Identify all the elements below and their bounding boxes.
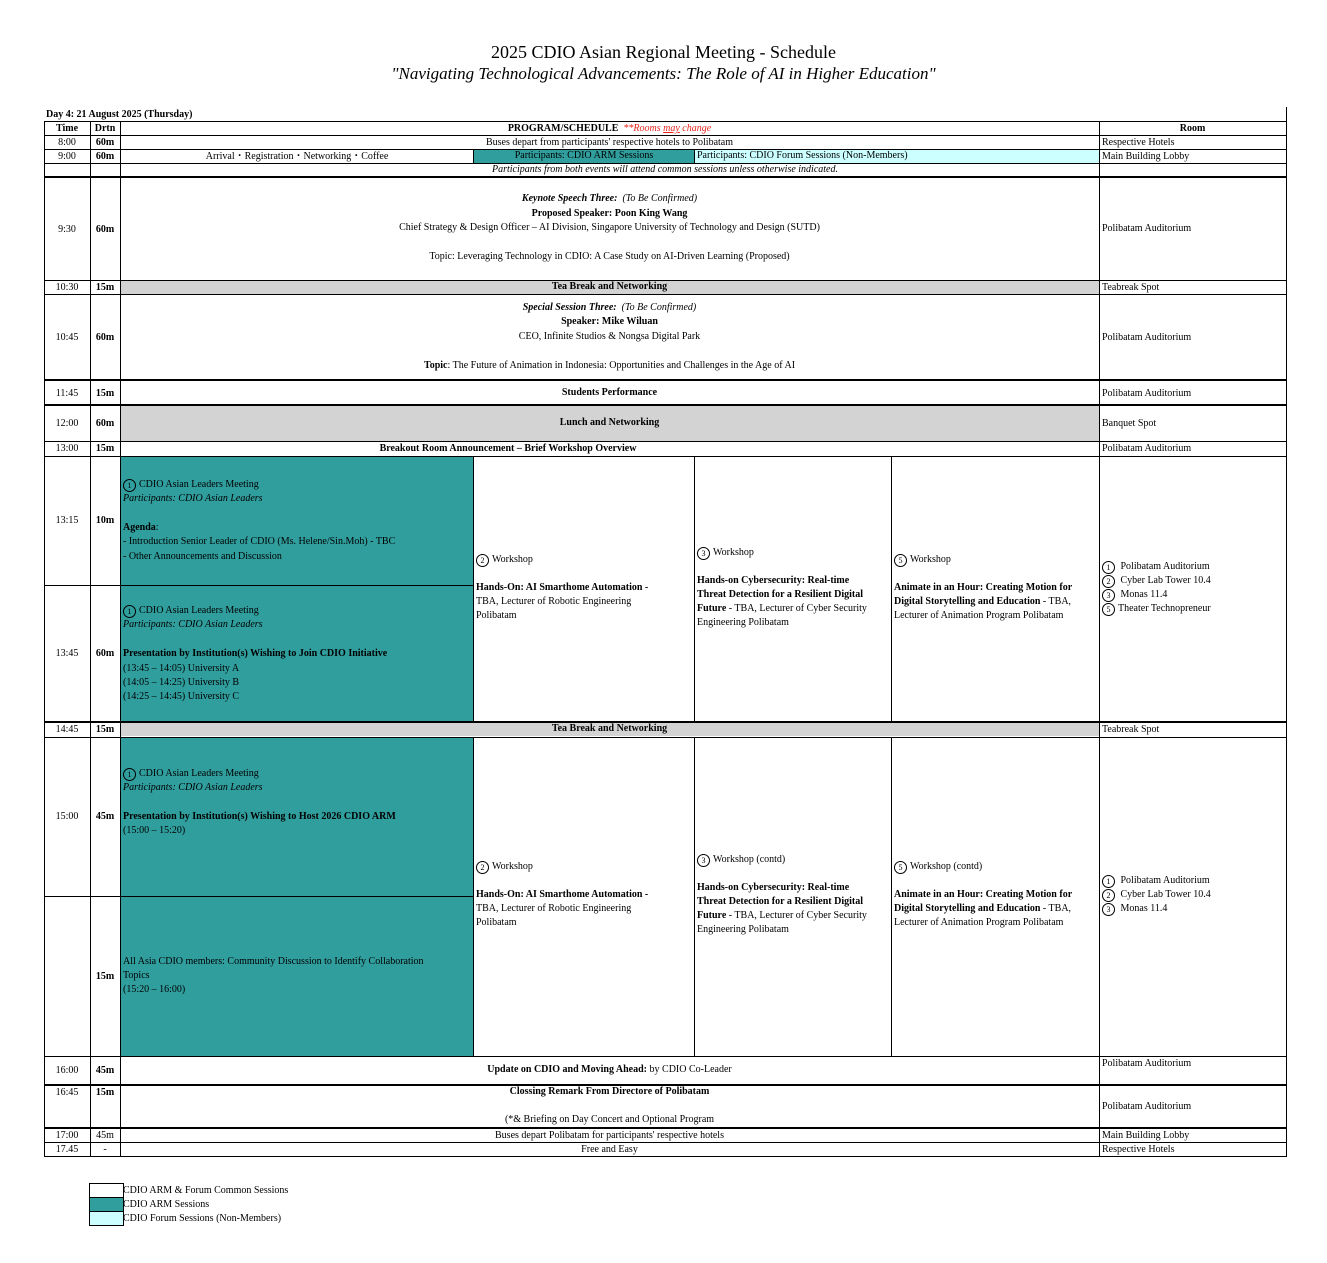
keynote-title: Keynote Speech Three: (To Be Confirmed): [521, 193, 698, 204]
dur-9-00: 60m: [95, 151, 115, 162]
dur-12-00: 60m: [95, 418, 115, 429]
breakout-announcement: Breakout Room Announcement – Brief Workshop Overview: [379, 443, 637, 454]
leaders-meeting-1: 1 CDIO Asian Leaders Meeting: [123, 478, 473, 492]
keynote-topic: Topic: Leveraging Technology in CDIO: A Case Study on AI-Driven Learning (Proposed): [429, 251, 790, 262]
number-2-icon: 2: [476, 861, 489, 874]
join-presentation: Presentation by Institution(s) Wishing to Join CDIO Initiative: [123, 648, 388, 659]
number-2-icon: 2: [476, 554, 489, 567]
room-item: 5 Theater Technopreneur: [1102, 602, 1286, 616]
number-3-icon: 3: [697, 854, 710, 867]
time-15-00: 15:00: [55, 811, 79, 822]
tea-break-1: Tea Break and Networking: [551, 281, 668, 292]
room-item: 1 Polibatam Auditorium: [1102, 560, 1286, 574]
common-sessions-note: Participants from both events will attend common sessions unless otherwise indicated.: [492, 164, 838, 175]
leaders-participants-2: Participants: CDIO Asian Leaders: [123, 619, 263, 630]
slot-university-c: (14:25 – 14:45) University C: [123, 691, 240, 702]
legend-swatch-arm: [89, 1197, 124, 1212]
host-slot: (15:00 – 15:20): [123, 825, 186, 836]
special-session-speaker: Speaker: Mike Wiluan: [561, 316, 658, 327]
keynote-speaker-role: Chief Strategy & Design Officer – AI Division, Singapore University of Technology and Design (SUTD): [399, 222, 820, 233]
number-1-icon: 1: [123, 479, 136, 492]
schedule-subtitle: "Navigating Technological Advancements: The Role of AI in Higher Education": [391, 64, 936, 83]
room-9-30: Polibatam Auditorium: [1102, 223, 1192, 234]
col-header-duration: Drtn: [94, 123, 116, 134]
room-12-00: Banquet Spot: [1102, 418, 1157, 429]
students-performance: Students Performance: [561, 387, 658, 398]
col-header-program: PROGRAM/SCHEDULE **Rooms may change: [507, 123, 712, 134]
room-item: 2 Cyber Lab Tower 10.4: [1102, 888, 1286, 902]
workshop-5-b: 5 Workshop (contd) Animate in an Hour: Creating Motion for Digital Storytelling and Education - TBA, Lecturer of Animation Program Polibatam: [894, 861, 1073, 928]
number-2-icon: 2: [1102, 575, 1115, 588]
number-3-icon: 3: [1102, 589, 1115, 602]
number-1-icon: 1: [1102, 561, 1115, 574]
update-cdio: Update on CDIO and Moving Ahead: by CDIO Co-Leader: [487, 1064, 732, 1075]
dur-17-00: 45m: [96, 1130, 114, 1141]
special-session-role: CEO, Infinite Studios & Nongsa Digital Park: [518, 331, 701, 342]
dur-10-45: 60m: [95, 332, 115, 343]
time-10-45: 10:45: [55, 332, 79, 343]
number-2-icon: 2: [1102, 889, 1115, 902]
dur-16-00: 45m: [95, 1065, 115, 1076]
workshop-3-a: 3 Workshop Hands-on Cybersecurity: Real-time Threat Detection for a Resilient Digital Future - TBA, Lecturer of Cyber Security Engineering Polibatam: [697, 547, 867, 628]
free-and-easy: Free and Easy: [581, 1144, 638, 1155]
room-16-00: Polibatam Auditorium: [1102, 1058, 1192, 1069]
arrival-registration: Arrival・Registration・Networking・Coffee: [205, 151, 389, 162]
legend-swatch-forum: [89, 1211, 124, 1226]
room-item: 2 Cyber Lab Tower 10.4: [1102, 574, 1286, 588]
number-5-icon: 5: [894, 554, 907, 567]
tea-break-2: Tea Break and Networking: [551, 723, 668, 734]
dur-16-45: 15m: [95, 1087, 115, 1098]
keynote-speaker: Proposed Speaker: Poon King Wang: [531, 208, 688, 219]
number-5-icon: 5: [894, 861, 907, 874]
room-9-00: Main Building Lobby: [1102, 151, 1190, 162]
dur-13-15: 10m: [95, 515, 115, 526]
dur-10-30: 15m: [95, 282, 115, 293]
room-17-00: Main Building Lobby: [1102, 1130, 1190, 1141]
leaders-participants-1: Participants: CDIO Asian Leaders: [123, 493, 263, 504]
closing-briefing-note: (*& Briefing on Day Concert and Optional Program: [504, 1114, 715, 1125]
agenda-item-2: - Other Announcements and Discussion: [123, 551, 282, 562]
dur-9-30: 60m: [95, 224, 115, 235]
time-13-15: 13:15: [55, 515, 79, 526]
workshop-5-a: 5 Workshop Animate in an Hour: Creating Motion for Digital Storytelling and Education - TBA, Lecturer of Animation Program Polibatam: [894, 554, 1073, 621]
room-8-00: Respective Hotels: [1102, 137, 1175, 148]
bus-depart-polibatam: Buses depart Polibatam for participants' respective hotels: [495, 1130, 724, 1141]
lunch-networking: Lunch and Networking: [559, 417, 660, 428]
dur-17-45: -: [103, 1144, 107, 1155]
legend-label-forum: CDIO Forum Sessions (Non-Members): [123, 1213, 282, 1224]
arm-participants-label: Participants: CDIO ARM Sessions: [514, 150, 654, 161]
legend-swatch-common: [89, 1183, 124, 1198]
col-header-time: Time: [55, 123, 79, 134]
workshop-2-b: 2 Workshop Hands-On: AI Smarthome Automation - TBA, Lecturer of Robotic Engineering Polibatam: [476, 861, 649, 928]
dur-8-00: 60m: [95, 137, 115, 148]
room-14-45: Teabreak Spot: [1102, 724, 1160, 735]
time-11-45: 11:45: [55, 388, 79, 399]
number-5-icon: 5: [1102, 603, 1115, 616]
room-10-30: Teabreak Spot: [1102, 282, 1160, 293]
bus-depart-hotels: Buses depart from participants' respective hotels to Polibatam: [485, 137, 734, 148]
number-3-icon: 3: [697, 547, 710, 560]
time-9-00: 9:00: [58, 151, 76, 162]
time-12-00: 12:00: [55, 418, 79, 429]
agenda-item-1: - Introduction Senior Leader of CDIO (Ms. Helene/Sin.Moh) - TBC: [123, 536, 396, 547]
time-17-45: 17.45: [55, 1144, 79, 1155]
dur-15-20: 15m: [95, 971, 115, 982]
room-17-45: Respective Hotels: [1102, 1144, 1175, 1155]
time-13-45: 13:45: [55, 648, 79, 659]
number-1-icon: 1: [123, 768, 136, 781]
time-16-45: 16:45: [55, 1087, 79, 1098]
leaders-meeting-2: 1 CDIO Asian Leaders Meeting: [123, 604, 473, 618]
leaders-meeting-3: 1 CDIO Asian Leaders Meeting: [123, 767, 473, 781]
legend-label-arm: CDIO ARM Sessions: [123, 1199, 210, 1210]
time-13-00: 13:00: [55, 443, 79, 454]
leaders-participants-3: Participants: CDIO Asian Leaders: [123, 782, 263, 793]
closing-remark: Clossing Remark From Directore of Polibatam: [509, 1086, 710, 1097]
col-header-room: Room: [1179, 123, 1206, 134]
legend-label-common: CDIO ARM & Forum Common Sessions: [123, 1185, 289, 1196]
slot-university-b: (14:05 – 14:25) University B: [123, 677, 240, 688]
number-1-icon: 1: [123, 605, 136, 618]
time-17-00: 17:00: [55, 1130, 79, 1141]
rooms-list-b: [1102, 874, 1286, 916]
room-16-45: Polibatam Auditorium: [1102, 1101, 1192, 1112]
room-11-45: Polibatam Auditorium: [1102, 388, 1192, 399]
schedule-title: 2025 CDIO Asian Regional Meeting - Schedule: [491, 42, 836, 62]
time-10-30: 10:30: [55, 282, 79, 293]
room-item: 1 Polibatam Auditorium: [1102, 874, 1286, 888]
workshop-3-b: 3 Workshop (contd) Hands-on Cybersecurity: Real-time Threat Detection for a Resilient Digital Future - TBA, Lecturer of Cyber Security Engineering Polibatam: [697, 854, 867, 935]
dur-13-45: 60m: [95, 648, 115, 659]
community-discussion: All Asia CDIO members: Community Discussion to Identify Collaboration Topics (15:20 – 16:00): [123, 956, 424, 995]
time-14-45: 14:45: [55, 724, 79, 735]
room-10-45: Polibatam Auditorium: [1102, 332, 1192, 343]
day-label: Day 4: 21 August 2025 (Thursday): [46, 109, 193, 120]
agenda-label: Agenda:: [123, 522, 159, 533]
dur-15-00: 45m: [95, 811, 115, 822]
dur-14-45: 15m: [95, 724, 115, 735]
time-9-30: 9:30: [58, 224, 76, 235]
room-item: 3 Monas 11.4: [1102, 588, 1286, 602]
special-session-topic: Topic: The Future of Animation in Indonesia: Opportunities and Challenges in the Age of AI: [423, 360, 796, 371]
time-8-00: 8:00: [58, 137, 76, 148]
host-presentation: Presentation by Institution(s) Wishing to Host 2026 CDIO ARM: [123, 811, 396, 822]
workshop-2-a: 2 Workshop Hands-On: AI Smarthome Automation - TBA, Lecturer of Robotic Engineering Polibatam: [476, 554, 649, 621]
time-16-00: 16:00: [55, 1065, 79, 1076]
number-3-icon: 3: [1102, 903, 1115, 916]
dur-13-00: 15m: [95, 443, 115, 454]
room-item: 3 Monas 11.4: [1102, 902, 1286, 916]
number-1-icon: 1: [1102, 875, 1115, 888]
room-13-00: Polibatam Auditorium: [1102, 443, 1192, 454]
dur-11-45: 15m: [95, 388, 115, 399]
slot-university-a: (13:45 – 14:05) University A: [123, 663, 240, 674]
rooms-list-a: [1102, 560, 1286, 616]
special-session-title: Special Session Three: (To Be Confirmed): [522, 302, 697, 313]
forum-participants-label: Participants: CDIO Forum Sessions (Non-Members): [697, 150, 908, 161]
